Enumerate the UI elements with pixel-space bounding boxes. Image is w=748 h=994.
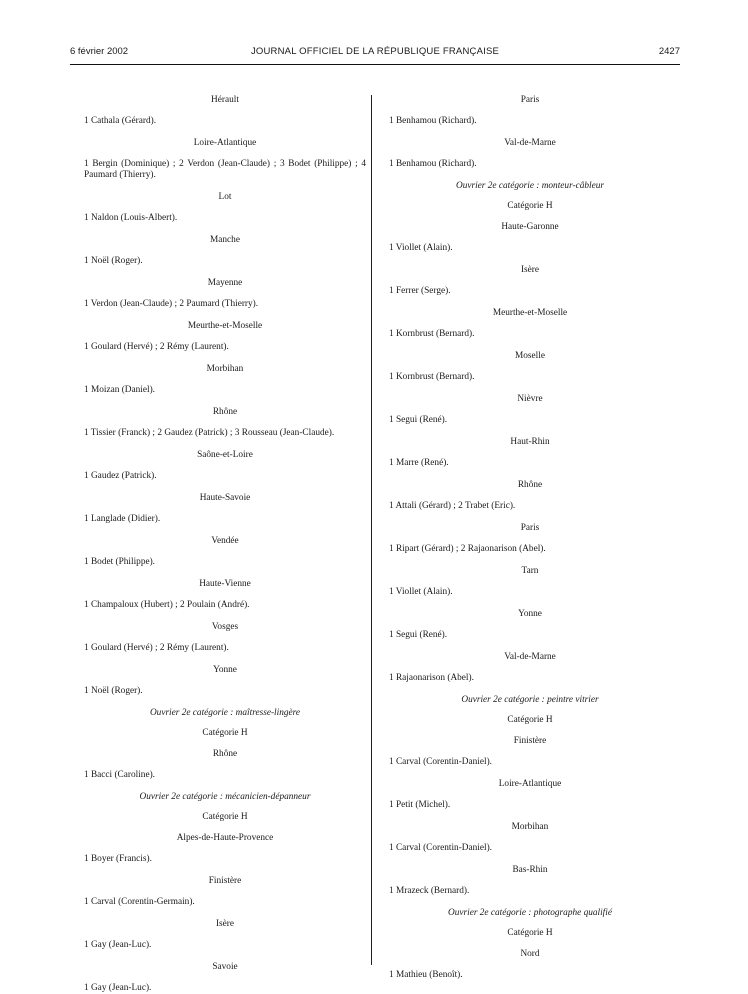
entry-text: 1 Boyer (Francis). — [84, 854, 152, 864]
section-heading: Yonne — [518, 609, 542, 619]
section-heading: Vosges — [211, 622, 239, 632]
section-heading: Isère — [520, 265, 540, 275]
entry-text: 1 Rajaonarison (Abel). — [389, 673, 474, 683]
section-heading: Manche — [210, 235, 240, 245]
entry-text: 1 Benhamou (Richard). — [389, 116, 477, 126]
entry-text: 1 Viollet (Alain). — [389, 587, 453, 597]
section-heading: Hérault — [211, 95, 239, 105]
entry-text: 1 Marre (René). — [389, 458, 449, 468]
section-heading: Haute-Savoie — [199, 493, 251, 503]
entry-text: 1 Attali (Gérard) ; 2 Trabet (Eric). — [389, 501, 516, 511]
section-heading: Nièvre — [517, 394, 543, 404]
section-heading: Haute-Garonne — [501, 222, 559, 232]
section-heading: Morbihan — [511, 822, 549, 832]
entry-text: 1 Bodet (Philippe). — [84, 557, 156, 567]
section-heading: Haute-Vienne — [199, 579, 251, 589]
section-heading: Haut-Rhin — [510, 437, 550, 447]
entry-text: 1 Carval (Corentin-Germain). — [84, 897, 195, 907]
entry-text: 1 Mathieu (Benoît). — [389, 970, 463, 980]
category-heading: Ouvrier 2e catégorie : maîtresse-lingère — [149, 708, 301, 718]
section-heading: Loire-Atlantique — [193, 138, 257, 148]
entry-text: 1 Mrazeck (Bernard). — [389, 886, 470, 896]
entry-text: 1 Moizan (Daniel). — [84, 385, 155, 395]
entry-text: 1 Tissier (Franck) ; 2 Gaudez (Patrick) ; 3 Rousseau (Jean-Claude). — [84, 428, 335, 438]
section-heading: Meurthe-et-Moselle — [492, 308, 568, 318]
entry-text: 1 Segui (René). — [389, 630, 448, 640]
section-heading: Vendée — [211, 536, 239, 546]
left-column — [84, 95, 366, 994]
section-heading: Morbihan — [206, 364, 244, 374]
entry-text: 1 Carval (Corentin-Daniel). — [389, 843, 493, 853]
column-divider — [371, 95, 372, 965]
entry-text: 1 Cathala (Gérard). — [84, 116, 157, 126]
entry-text: 1 Carval (Corentin-Daniel). — [389, 757, 493, 767]
section-heading: Bas-Rhin — [512, 865, 548, 875]
entry-text: 1 Petit (Michel). — [389, 800, 451, 810]
section-heading: Saône-et-Loire — [197, 450, 253, 460]
entry-text: 1 Gay (Jean-Luc). — [84, 940, 152, 950]
section-heading: Rhône — [517, 480, 543, 490]
section-heading: Moselle — [515, 351, 545, 361]
entry-text: 1 Naldon (Louis-Albert). — [84, 213, 178, 223]
section-heading: Nord — [520, 949, 540, 959]
category-heading: Ouvrier 2e catégorie : mécanicien-dépanneur — [139, 792, 311, 802]
section-heading: Catégorie H — [507, 928, 553, 938]
entry-text: 1 Noël (Roger). — [84, 686, 143, 696]
section-heading: Finistère — [208, 876, 242, 886]
category-heading: Ouvrier 2e catégorie : photographe qualifié — [448, 908, 612, 918]
section-heading: Paris — [520, 95, 540, 105]
section-heading: Tarn — [521, 566, 539, 576]
entry-text: 1 Bacci (Caroline). — [84, 770, 155, 780]
entry-text: 1 Ripart (Gérard) ; 2 Rajaonarison (Abel). — [389, 544, 546, 554]
section-heading: Yonne — [213, 665, 237, 675]
entry-text: 1 Gay (Jean-Luc). — [84, 983, 152, 993]
section-heading: Isère — [215, 919, 235, 929]
section-heading: Val-de-Marne — [504, 652, 556, 662]
section-heading: Mayenne — [207, 278, 243, 288]
header-date: 6 février 2002 — [70, 46, 129, 57]
right-column — [389, 95, 671, 981]
entry-text: 1 Kornbrust (Bernard). — [389, 372, 475, 382]
entry-text: 1 Ferrer (Serge). — [389, 286, 451, 296]
entry-text: 1 Benhamou (Richard). — [389, 159, 477, 169]
section-heading: Alpes-de-Haute-Provence — [176, 833, 274, 843]
section-heading: Loire-Atlantique — [498, 779, 562, 789]
section-heading: Savoie — [212, 962, 238, 972]
entry-text: 1 Kornbrust (Bernard). — [389, 329, 475, 339]
page-header — [70, 46, 680, 62]
category-heading: Ouvrier 2e catégorie : monteur-câbleur — [455, 181, 604, 191]
entry-text: 1 Segui (René). — [389, 415, 448, 425]
entry-text: 1 Langlade (Didier). — [84, 514, 161, 524]
section-heading: Rhône — [212, 749, 238, 759]
page-number: 2427 — [658, 46, 680, 57]
section-heading: Finistère — [513, 736, 547, 746]
entry-text: 1 Gaudez (Patrick). — [84, 471, 157, 481]
entry-text: 1 Goulard (Hervé) ; 2 Rémy (Laurent). — [84, 643, 229, 653]
entry-text: 1 Goulard (Hervé) ; 2 Rémy (Laurent). — [84, 342, 229, 352]
section-heading: Catégorie H — [507, 715, 553, 725]
category-heading: Ouvrier 2e catégorie : peintre vitrier — [461, 695, 599, 705]
header-rule — [70, 64, 680, 65]
entry-text: 1 Noël (Roger). — [84, 256, 143, 266]
entry-text: 1 Verdon (Jean-Claude) ; 2 Paumard (Thierry). — [84, 299, 259, 309]
section-heading: Catégorie H — [507, 201, 553, 211]
section-heading: Paris — [520, 523, 540, 533]
section-heading: Catégorie H — [202, 728, 248, 738]
entry-text: 1 Bergin (Dominique) ; 2 Verdon (Jean-Claude) ; 3 Bodet (Philippe) ; 4 Paumard (Thierry). — [84, 159, 366, 180]
journal-title: JOURNAL OFFICIEL DE LA RÉPUBLIQUE FRANÇAISE — [250, 46, 500, 57]
entry-text: 1 Champaloux (Hubert) ; 2 Poulain (André). — [84, 600, 250, 610]
section-heading: Rhône — [212, 407, 238, 417]
section-heading: Catégorie H — [202, 812, 248, 822]
entry-text: 1 Viollet (Alain). — [389, 243, 453, 253]
section-heading: Val-de-Marne — [504, 138, 556, 148]
section-heading: Meurthe-et-Moselle — [187, 321, 263, 331]
section-heading: Lot — [218, 192, 232, 202]
